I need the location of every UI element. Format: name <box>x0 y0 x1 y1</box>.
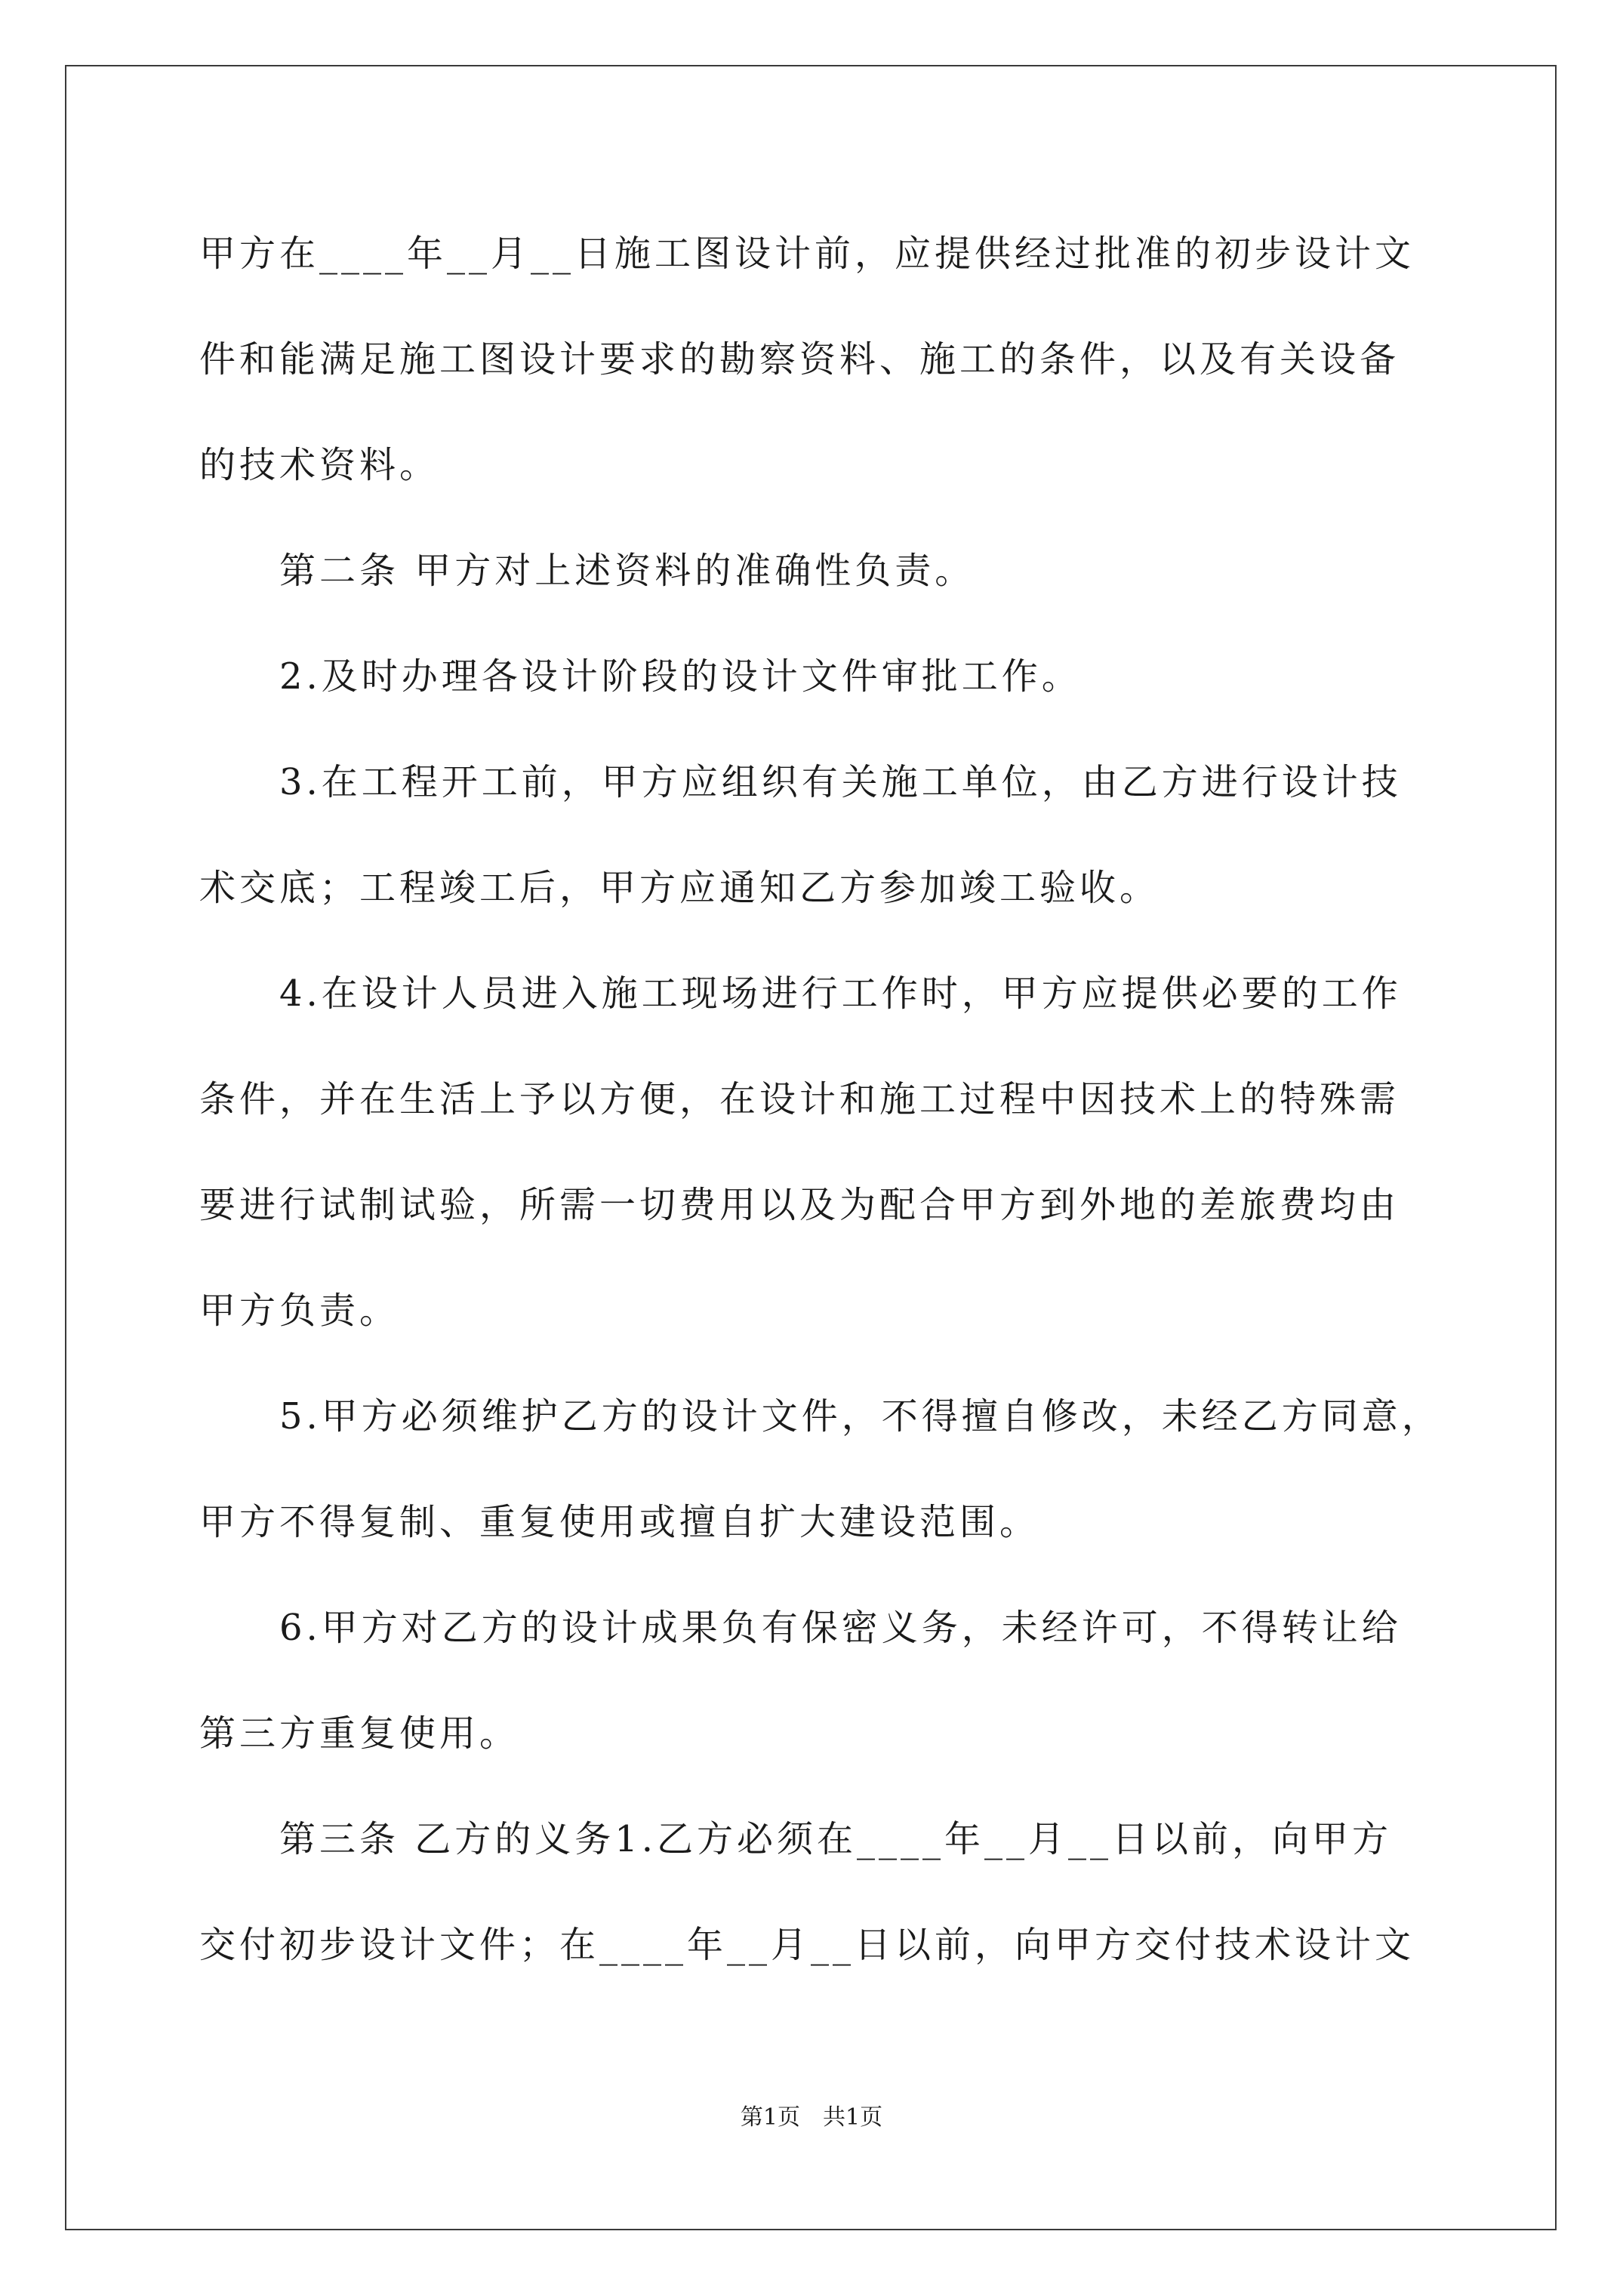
text-line: 第三方重复使用。 <box>199 1712 520 1755</box>
text-line: 件和能满足施工图设计要求的勘察资料、施工的条件，以及有关设备 <box>199 338 1400 381</box>
text-line: 交付初步设计文件；在____年__月__日以前，向甲方交付技术设计文 <box>199 1924 1415 1966</box>
text-line: 要进行试制试验，所需一切费用以及为配合甲方到外地的差旅费均由 <box>199 1184 1400 1226</box>
text-line: 5.甲方必须维护乙方的设计文件，不得擅自修改，未经乙方同意， <box>199 1395 1442 1438</box>
text-line: 第二条 甲方对上述资料的准确性负责。 <box>199 550 975 592</box>
text-line: 3.在工程开工前，甲方应组织有关施工单位，由乙方进行设计技 <box>199 761 1402 803</box>
text-line: 甲方不得复制、重复使用或擅自扩大建设范围。 <box>199 1501 1040 1543</box>
page-number: 第1页 共1页 <box>740 2104 883 2131</box>
text-line: 条件，并在生活上予以方便，在设计和施工过程中因技术上的特殊需 <box>199 1078 1400 1120</box>
text-line: 第三条 乙方的义务1.乙方必须在____年__月__日以前，向甲方 <box>199 1818 1393 1860</box>
text-line: 6.甲方对乙方的设计成果负有保密义务，未经许可，不得转让给 <box>199 1607 1402 1649</box>
text-line: 甲方负责。 <box>199 1290 400 1332</box>
text-line: 4.在设计人员进入施工现场进行工作时，甲方应提供必要的工作 <box>199 972 1402 1015</box>
text-line: 术交底；工程竣工后，甲方应通知乙方参加竣工验收。 <box>199 867 1160 909</box>
page-footer <box>0 2103 1623 2133</box>
text-line: 的技术资料。 <box>199 444 440 486</box>
text-line: 甲方在____年__月__日施工图设计前，应提供经过批准的初步设计文 <box>199 233 1415 275</box>
text-line: 2.及时办理各设计阶段的设计文件审批工作。 <box>199 655 1082 698</box>
page-border <box>65 65 1557 2230</box>
